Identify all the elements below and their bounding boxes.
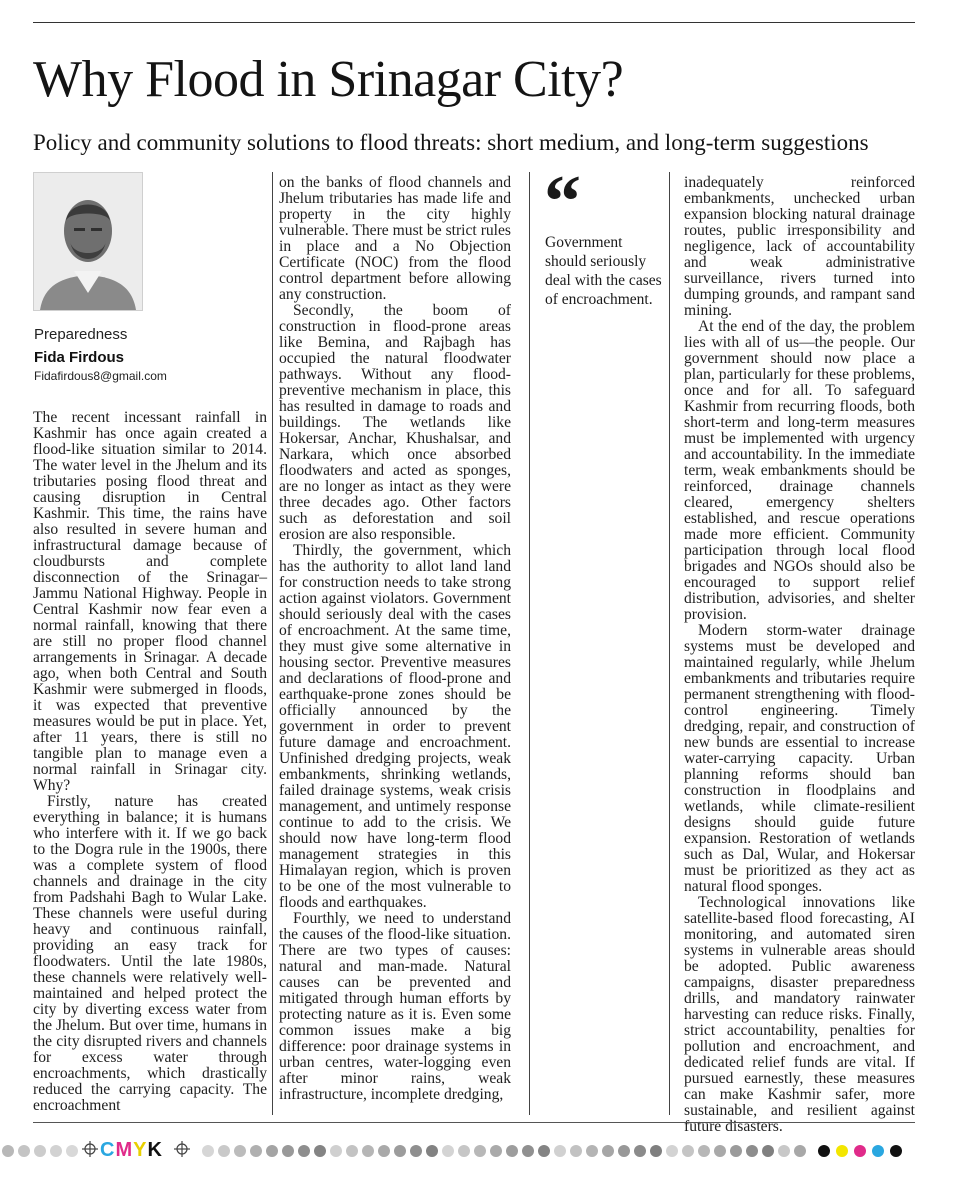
reg-dot	[650, 1145, 662, 1157]
reg-dot	[66, 1145, 78, 1157]
author-name: Fida Firdous	[34, 349, 124, 366]
reg-dot	[298, 1145, 310, 1157]
cmyk-y: Y	[133, 1139, 148, 1161]
magenta-swatch	[854, 1145, 866, 1157]
section-label: Preparedness	[34, 326, 128, 343]
cmyk-c: C	[100, 1139, 116, 1161]
bottom-rule	[33, 1122, 915, 1123]
reg-dot	[634, 1145, 646, 1157]
reg-dot	[234, 1145, 246, 1157]
reg-dot	[50, 1145, 62, 1157]
subheadline: Policy and community solutions to flood threats: short medium, and long-term suggestions	[33, 130, 869, 155]
quote-mark: “	[544, 161, 581, 243]
cmyk-k: K	[147, 1139, 163, 1161]
registration-crosshair-icon	[82, 1141, 98, 1157]
reg-dot	[570, 1145, 582, 1157]
reg-dot	[378, 1145, 390, 1157]
paragraph: Firstly, nature has created everything in balance; it is humans who interfere with it. If we go back to the Dogra rule in the 1900s, there was a complete system of flood channels and drainage in the city from Padshahi Bagh to Wular Lake. These channels were useful during heavy and continuous rainfall, providing an easy track for floodwaters. Until the late 1980s, these channels were relatively well-maintained and helped protect the city by diverting excess water from the Jhelum. But over time, humans in the city disrupted rivers and channels for excess water through encroachments, which drastically reduced the carrying capacity. The encroachment	[33, 793, 267, 1114]
reg-dot	[218, 1145, 230, 1157]
reg-dot	[426, 1145, 438, 1157]
reg-dot	[394, 1145, 406, 1157]
column-rule	[669, 172, 670, 1115]
reg-dot	[266, 1145, 278, 1157]
paragraph: Secondly, the boom of construction in flood-prone areas like Bemina, and Rajbagh has occupied the natural floodwater pathways. Without any flood-preventive mechanism in place, this has resulted in damage to roads and buildings. The wetlands like Hokersar, Anchar, Khushalsar, and Narkara, which once absorbed floodwaters and acted as sponges, are no longer as intact as they were three decades ago. Other factors such as deforestation and soil erosion are also responsible.	[279, 302, 511, 543]
reg-dot	[714, 1145, 726, 1157]
black-swatch	[818, 1145, 830, 1157]
reg-dot	[778, 1145, 790, 1157]
reg-dot	[330, 1145, 342, 1157]
paragraph: The recent incessant rainfall in Kashmir has once again created a flood-like situation similar to 2014. The water level in the Jhelum and its tributaries posing flood threat and causing disruption in Central Kashmir. This time, the rains have also resulted in severe human and infrastructural damage because of cloudbursts and complete disconnection of the Srinagar–Jammu National Highway. People in Central Kashmir now fear even a normal rainfall, knowing that there are still no proper flood channel arrangements in Srinagar. A decade ago, when both Central and South Kashmir were submerged in floods, it was expected that preventive measures would be put in place. Yet, after 11 years, there is still no tangible plan to manage even a normal rainfall in Srinagar city. Why?	[33, 409, 267, 794]
reg-dot	[34, 1145, 46, 1157]
paragraph: on the banks of flood channels and Jhelum tributaries has made life and property in the city highly vulnerable. There must be strict rules in place and a No Objection Certificate (NOC) from the flood control department before allowing any construction.	[279, 174, 511, 303]
black-swatch	[890, 1145, 902, 1157]
reg-dot	[18, 1145, 30, 1157]
reg-dot	[314, 1145, 326, 1157]
reg-dot	[442, 1145, 454, 1157]
reg-dot	[202, 1145, 214, 1157]
paragraph: Fourthly, we need to understand the causes of the flood-like situation. There are two types of causes: natural and man-made. Natural causes can be prevented and mitigated through human efforts by protecting nature as it is. Even some common issues make a big difference: poor drainage systems in urban centres, water-logging even after minor rains, weak infrastructure, incomplete dredging,	[279, 910, 511, 1103]
cmyk-label	[100, 1138, 163, 1162]
paragraph: inadequately reinforced embankments, unchecked urban expansion blocking natural drainage routes, public irresponsibility and negligence, lack of accountability and weak administrative surveillance, rivers turned into dumping grounds, and rampant sand mining.	[684, 174, 915, 319]
reg-dot	[554, 1145, 566, 1157]
reg-dot	[602, 1145, 614, 1157]
reg-dot	[490, 1145, 502, 1157]
column-rule	[272, 172, 273, 1115]
cyan-swatch	[872, 1145, 884, 1157]
top-rule	[33, 22, 915, 23]
paragraph: Modern storm-water drainage systems must be developed and maintained regularly, while Jhelum embankments and tributaries require permanent strengthening with flood-control engineering. Timely dredging, repair, and construction of new bunds are essential to increase water-carrying capacity. Urban planning reforms should ban construction in floodplains and wetlands, while climate-resilient designs should guide future expansion. Restoration of wetlands such as Dal, Wular, and Hokersar must be prioritized as they act as natural flood sponges.	[684, 622, 915, 895]
reg-dot	[362, 1145, 374, 1157]
column-rule	[529, 172, 530, 1115]
column-2	[279, 175, 511, 1103]
reg-dot	[698, 1145, 710, 1157]
reg-dot	[506, 1145, 518, 1157]
pull-quote: Government should seriously deal with the cases of encroachment.	[545, 234, 662, 308]
reg-dot	[586, 1145, 598, 1157]
yellow-swatch	[836, 1145, 848, 1157]
paragraph: Thirdly, the government, which has the authority to allot land land for construction needs to take strong action against violators. Government should seriously deal with the cases of encroachment. At the same time, they must give some alternative in housing sector. Preventive measures and declarations of flood-prone and earthquake-prone zones should be officially announced by the government in order to prevent future damage and encroachment. Unfinished dredging projects, weak embankments, shrinking wetlands, failed drainage systems, weak crisis management, and untimely response continue to add to the crisis. We should now have long-term flood management strategies in this Himalayan region, which is proven to be one of the most vulnerable to floods and earthquakes.	[279, 542, 511, 911]
reg-dot	[2, 1145, 14, 1157]
paragraph: Technological innovations like satellite-based flood forecasting, AI monitoring, and automated siren systems in vulnerable areas should be adopted. Public awareness campaigns, disaster preparedness drills, and mandatory rainwater harvesting can reduce risks. Finally, strict accountability, penalties for pollution and encroachment, and dedicated relief funds are vital. If pursued earnestly, these measures can make Kashmir safer, more sustainable, and resilient against future disasters.	[684, 894, 915, 1135]
author-photo	[33, 172, 143, 311]
reg-dot	[458, 1145, 470, 1157]
column-4	[684, 175, 915, 1135]
registration-crosshair-icon	[174, 1141, 190, 1157]
reg-dot	[730, 1145, 742, 1157]
reg-dot	[250, 1145, 262, 1157]
column-1	[33, 410, 267, 1114]
reg-dot	[618, 1145, 630, 1157]
reg-dot	[746, 1145, 758, 1157]
author-email: Fidafirdous8@gmail.com	[34, 369, 167, 383]
cmyk-m: M	[115, 1139, 134, 1161]
reg-dot	[538, 1145, 550, 1157]
reg-dot	[282, 1145, 294, 1157]
reg-dot	[682, 1145, 694, 1157]
reg-dot	[762, 1145, 774, 1157]
reg-dot	[522, 1145, 534, 1157]
reg-dot	[474, 1145, 486, 1157]
reg-dot	[346, 1145, 358, 1157]
reg-dot	[794, 1145, 806, 1157]
paragraph: At the end of the day, the problem lies with all of us—the people. Our government should now place a plan, particularly for these problems, once and for all. To safeguard Kashmir from recurring floods, both short-term and long-term measures must be implemented with urgency and accountability. In the immediate term, weak embankments should be reinforced, drainage channels cleared, emergency shelters established, and rescue operations made more efficient. Community participation through local flood brigades and NGOs should also be encouraged to support relief distribution, advisories, and shelter provision.	[684, 318, 915, 623]
reg-dot	[666, 1145, 678, 1157]
headline: Why Flood in Srinagar City?	[33, 51, 624, 108]
reg-dot	[410, 1145, 422, 1157]
